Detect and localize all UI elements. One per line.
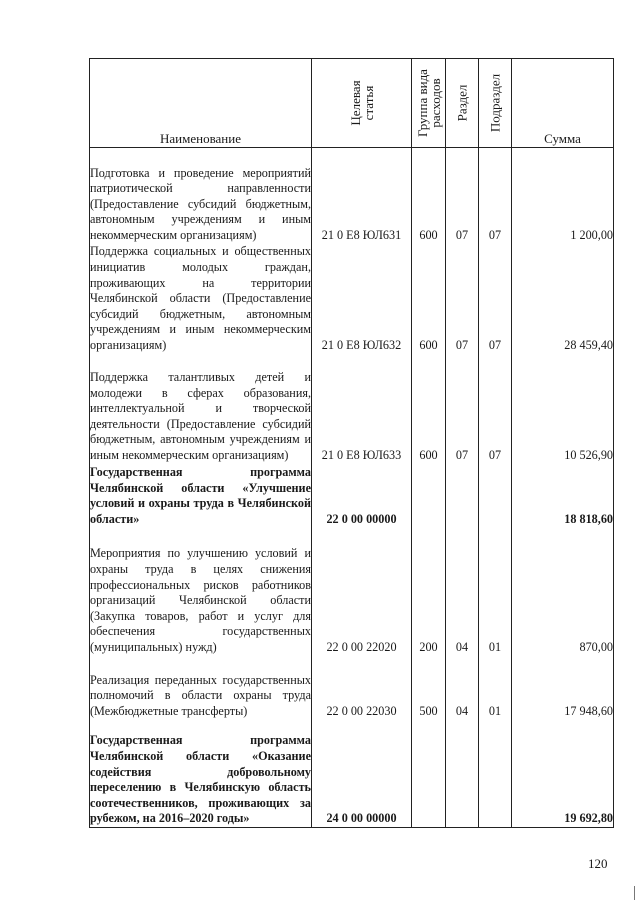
row-expense-group: 600: [412, 244, 446, 354]
row-section: 07: [446, 148, 479, 244]
row-subsection: 07: [479, 244, 512, 354]
row-subsection: [479, 464, 512, 528]
table-row: [90, 720, 614, 828]
row-subsection: 07: [479, 148, 512, 244]
header-sum: Сумма: [512, 59, 614, 148]
budget-table: [89, 58, 614, 828]
row-sum: 10 526,90: [512, 354, 614, 464]
table-row: [90, 464, 614, 528]
row-target-article: 24 0 00 00000: [312, 720, 412, 828]
row-expense-group: 600: [412, 148, 446, 244]
row-target-article: 21 0 E8 ЮЛ631: [312, 148, 412, 244]
row-target-article: 21 0 E8 ЮЛ632: [312, 244, 412, 354]
header-expense-group: Группа вида расходов: [412, 59, 446, 148]
row-name: Государственная программа Челябинской области «Улучшение условий и охраны труда в Челябинской области»: [90, 465, 311, 526]
row-expense-group: 200: [412, 528, 446, 656]
row-sum: 1 200,00: [512, 148, 614, 244]
row-name: Государственная программа Челябинской области «Оказание содействия добровольному переселению в Челябинскую область соотечественников, проживающих за рубежом, на 2016–2020 годы»: [90, 720, 312, 828]
row-sum: 870,00: [512, 528, 614, 656]
row-target-article: 22 0 00 22020: [312, 528, 412, 656]
table-row: [90, 244, 614, 354]
row-expense-group: [412, 720, 446, 828]
row-name: Подготовка и проведение мероприятий патриотической направленности (Предоставление субсидий бюджетным, автономным учреждениям и иным некоммерческим организациям): [90, 148, 312, 244]
row-target-article: 21 0 E8 ЮЛ633: [312, 354, 412, 464]
row-section: [446, 720, 479, 828]
row-section: [446, 464, 479, 528]
row-section: 04: [446, 656, 479, 720]
row-section: 04: [446, 528, 479, 656]
row-subsection: [479, 720, 512, 828]
table-row: [90, 528, 614, 656]
row-sum: 18 818,60: [512, 464, 614, 528]
table-row: [90, 148, 614, 244]
table-header: [90, 59, 614, 148]
header-name: Наименование: [90, 59, 312, 148]
row-expense-group: 600: [412, 354, 446, 464]
row-section: 07: [446, 354, 479, 464]
header-section: Раздел: [446, 59, 479, 148]
row-section: 07: [446, 244, 479, 354]
row-name: Мероприятия по улучшению условий и охраны труда в целях снижения профессиональных рисков работников организаций Челябинской области (Закупка товаров, работ и услуг для обеспечения государственных (муниципальных) нужд): [90, 528, 312, 656]
row-target-article: 22 0 00 22030: [312, 656, 412, 720]
row-target-article: 22 0 00 00000: [312, 464, 412, 528]
row-sum: 17 948,60: [512, 656, 614, 720]
header-subsection: Подраздел: [479, 59, 512, 148]
row-sum: 19 692,80: [512, 720, 614, 828]
row-name: Поддержка талантливых детей и молодежи в сферах образования, интеллектуальной и творческой деятельности (Предоставление субсидий бюджетным, автономным учреждениям и иным некоммерческим организациям): [90, 354, 312, 464]
row-subsection: 01: [479, 656, 512, 720]
row-expense-group: [412, 464, 446, 528]
table-body: [90, 148, 614, 828]
scan-edge-mark: [634, 886, 635, 900]
page-number: 120: [588, 856, 608, 871]
row-expense-group: 500: [412, 656, 446, 720]
row-sum: 28 459,40: [512, 244, 614, 354]
table-row: [90, 354, 614, 464]
table-row: [90, 656, 614, 720]
row-name: Поддержка социальных и общественных инициатив молодых граждан, проживающих на территории Челябинской области (Предоставление субсидий бюджетным, автономным учреждениям и иным некоммерческим организациям): [90, 244, 311, 352]
header-target-article: Целевая статья: [312, 59, 412, 148]
row-subsection: 01: [479, 528, 512, 656]
row-name: Реализация переданных государственных полномочий в области охраны труда (Межбюджетные трансферты): [90, 656, 312, 720]
row-subsection: 07: [479, 354, 512, 464]
